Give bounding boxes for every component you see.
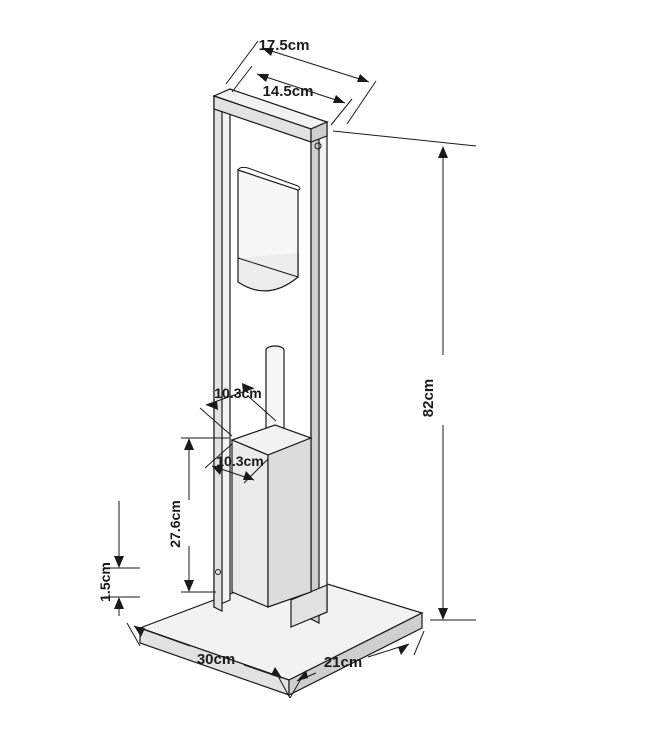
dim-label-overall-height: 82cm <box>420 378 437 418</box>
dim-label-base-depth: 21cm <box>323 654 363 671</box>
dim-label-top-width-outer: 17.5cm <box>258 37 310 54</box>
dim-label-top-width-inner: 14.5cm <box>262 83 314 100</box>
dim-label-brush-height: 27.6cm <box>167 500 183 548</box>
dim-label-base-width: 30cm <box>196 651 236 668</box>
dim-label-brush-box-depth: 10.3cm <box>214 385 262 401</box>
dim-label-brush-box-width: 10.3cm <box>216 453 264 469</box>
dim-label-base-thickness: 1.5cm <box>97 562 113 602</box>
dim-line-overall-height <box>333 131 476 620</box>
toilet-paper-roll <box>238 167 300 291</box>
